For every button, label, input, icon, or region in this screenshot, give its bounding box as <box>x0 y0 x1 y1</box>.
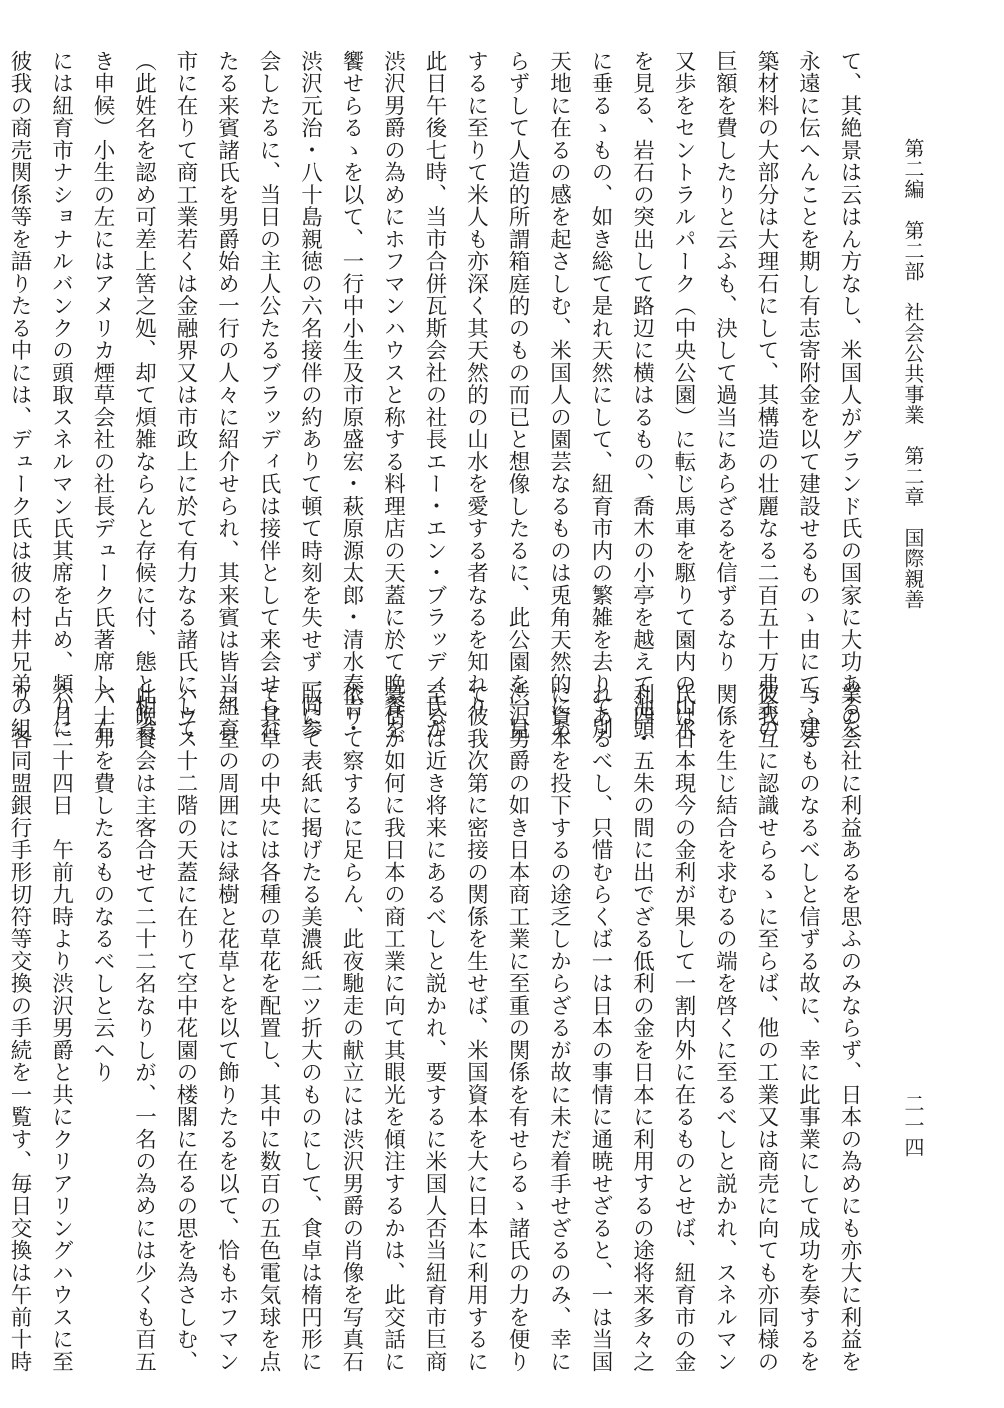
text-column: 彼我互に認識せらるゝに至らば、他の工業又は商売に向ても亦同様の <box>754 683 779 1373</box>
text-column: て、其絶景は云はん方なし、米国人がグランド氏の国家に大功あるを <box>837 50 862 740</box>
text-column: き申候）小生の左にはアメリカ煙草会社の社長デューク氏著席し、右 <box>90 50 115 740</box>
text-column: 此日午後七時、当市合併瓦斯会社の社長エー・エン・ブラッディ氏が <box>422 50 447 740</box>
text-column: 永遠に伝へんことを期し有志寄附金を以て建設せるものゝ由にて、建 <box>795 50 821 740</box>
text-column: 又歩をセントラルパーク（中央公園）に転じ馬車を駆りて園内の山水 <box>671 50 696 740</box>
text-column: 渋沢元治・八十島親徳の六名接伴の約ありて頓て時刻を失せず一同参 <box>297 50 323 740</box>
text-column: 利四・五朱の間に出でざる低利の金を日本に利用するの途将来多々之 <box>629 683 655 1373</box>
text-column: 六月二十四日 午前九時より渋沢男爵と共にクリアリングハウスに至 <box>48 683 74 1373</box>
text-column: 関係を生じ結合を求むるの端を啓くに至るべしと説かれ、スネルマン <box>712 683 738 1373</box>
text-column: 渋沢男爵の如き日本商工業に至重の関係を有せらるゝ諸氏の力を便り <box>505 683 530 1373</box>
text-column: ハウス十二階の天蓋に在りて空中花園の楼閣に在るの思を為さしむ、 <box>173 683 198 1373</box>
running-head: 第二編 第二部 社会公共事業 第二章 国際親善 <box>901 138 925 610</box>
text-column: 業の会社に利益あるを思ふのみならず、日本の為めにも亦大に利益を <box>837 683 862 1373</box>
text-column: たる来賓諸氏を男爵始め一行の人々に紹介せられ、其来賓は皆当紐育 <box>214 50 240 740</box>
text-column: 天地に在るの感を起さしむ、米国人の園芸なるものは兎角天然的にあ <box>546 50 572 740</box>
text-column: 此晩餐会は主客合せて二十二名なりしが、一名の為めには少くも百五 <box>131 683 157 1373</box>
text-column: り、各同盟銀行手形切符等交換の手続を一覧す、毎日交換は午前十時 <box>7 683 32 1373</box>
text-column: 至るは近き将来にあるべしと説かれ、要するに米国人否当紐育市巨商 <box>422 683 447 1373</box>
text-column: 渋沢男爵の為めにホフマンハウスと称する料理店の天蓋に於て晩餐を <box>380 50 406 740</box>
text-column: 会したるに、当日の主人公たるブラッディ氏は接伴として来会せられ <box>256 50 281 740</box>
text-column: 氏は日本現今の金利が果して一割内外に在るものとせば、紐育市の金 <box>671 683 696 1373</box>
text-column: 六十弗を費したるものなるべしと云へり <box>90 683 115 1084</box>
text-column: 饗せらるゝを以て、一行中小生及市原盛宏・萩原源太郎・清水泰吉・ <box>339 50 364 740</box>
upper-text-block <box>0 50 862 740</box>
text-column: するに至りて米人も亦深く其天然的の山水を愛する者なるを知れり <box>463 50 489 718</box>
text-column: （此姓名を認め可差上筈之処、却て煩雑ならんと存候に付、態と相省 <box>131 50 157 740</box>
page-number: 二一四 <box>901 1093 925 1159</box>
text-column: には紐育市ナショナルバンクの頭取スネルマン氏其席を占め、頻りに <box>48 50 74 740</box>
text-column: らずして人造的所謂箱庭的のもの而已と想像したるに、此公園を一見 <box>505 50 530 740</box>
text-column: 彼我の商売関係等を語りたる中には、デューク氏は彼の村井兄弟の組 <box>7 50 32 740</box>
text-column: 版にて表紙に掲げたる美濃紙二ツ折大のものにして、食卓は楕円形に <box>297 683 323 1373</box>
text-column: 与ふるものなるべしと信ずる故に、幸に此事業にして成功を奏するを <box>795 683 821 1373</box>
text-column: 依りて察するに足らん、此夜馳走の献立には渋沢男爵の肖像を写真石 <box>339 683 364 1373</box>
text-column: 巨額を費したりと云ふも、決して過当にあらざるを信ずるなり <box>712 50 738 673</box>
text-column: て其卓の中央には各種の草花を配置し、其中に数百の五色電気球を点 <box>256 683 281 1373</box>
lower-text-block <box>0 683 862 1373</box>
text-column: れあるべし、只惜むらくば一は日本の事情に通暁せざると、一は当国 <box>588 683 613 1373</box>
text-column: 市に在りて商工業若くは金融界又は市政上に於て有力なる諸氏にして <box>173 50 198 740</box>
text-column: に垂るゝもの、如き総て是れ天然にして、紐育市内の繁雑を去りて別 <box>588 50 613 740</box>
text-column: に資本を投下するの途乏しからざるが故に未だ着手せざるのみ、幸に <box>546 683 572 1373</box>
text-column: じ、室の周囲には緑樹と花草とを以て飾りたるを以て、恰もホフマン <box>214 683 240 1373</box>
text-column: て彼我次第に密接の関係を生せば、米国資本を大に日本に利用するに <box>463 683 489 1373</box>
text-column: 豪估が如何に我日本の商工業に向て其眼光を傾注するかは、此交話に <box>380 683 406 1373</box>
text-column: 築材料の大部分は大理石にして、其構造の壮麗なる二百五十万弗余の <box>754 50 779 740</box>
text-column: を見る、岩石の突出して路辺に横はるもの、喬木の小亭を越えて池頭 <box>629 50 655 740</box>
